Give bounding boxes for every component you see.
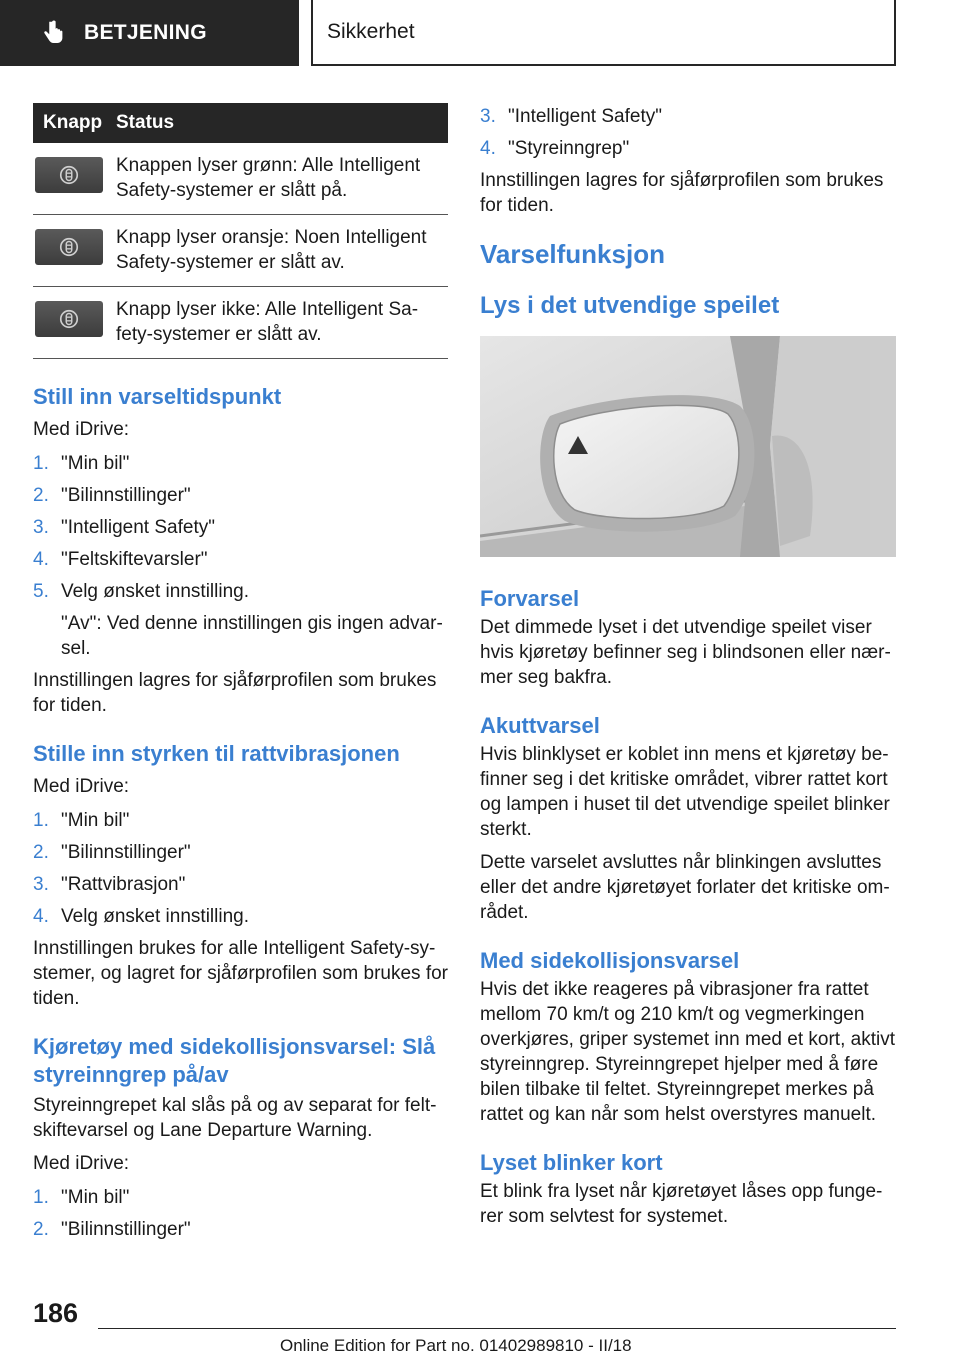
table-header xyxy=(33,103,448,143)
heading-acute-warning: Akuttvarsel xyxy=(480,713,600,738)
section-title: BETJENING xyxy=(84,21,207,44)
pre-warning-text: Det dimmede lyset i det utvendige speilet viser hvis kjøretøy befinner seg i blindsonen eller nær-mer seg bakfra. xyxy=(480,617,891,688)
steps-list-continued xyxy=(480,104,896,161)
table-cell-status: Knapp lyser ikke: Alle Intelligent Sa-fety-systemer er slått av. xyxy=(116,299,419,345)
heading-pre-warning: Forvarsel xyxy=(480,586,580,611)
intelligent-safety-icon xyxy=(58,308,80,330)
profile-note: Innstillingen lagres for sjåførprofilen som brukes for tiden. xyxy=(33,670,437,716)
intelligent-safety-button-image xyxy=(35,301,103,337)
list-item: 1. "Min bil" xyxy=(33,810,130,831)
off-setting-note: "Av": Ved denne innstillingen gis ingen advar-sel. xyxy=(61,613,443,659)
idrive-intro: Med iDrive: xyxy=(33,1153,130,1174)
heading-warning-function: Varselfunksjon xyxy=(480,239,665,269)
list-item: 2. "Bilinnstillinger" xyxy=(33,1219,191,1240)
table-row xyxy=(33,143,448,215)
left-column xyxy=(33,103,448,1249)
intelligent-safety-icon xyxy=(58,236,80,258)
list-item: 3. "Rattvibrasjon" xyxy=(33,874,186,895)
heading-set-warning-time: Still inn varseltidspunkt xyxy=(33,384,282,409)
table-row xyxy=(33,287,448,359)
header-chapter-tab xyxy=(311,0,896,66)
idrive-intro: Med iDrive: xyxy=(33,419,130,440)
acute-warning-text: Hvis blinklyset er koblet inn mens et kjøretøy be-finner seg i det kritiske området, vibrer rattet kort og lampen i huset til det utvendige speilet blinker sterkt. xyxy=(480,744,890,840)
footer-divider xyxy=(98,1328,896,1329)
list-item: 5. Velg ønsket innstilling. xyxy=(33,581,249,602)
chapter-title: Sikkerhet xyxy=(327,20,415,43)
table-header-button: Knapp xyxy=(43,112,103,133)
hand-pointer-icon xyxy=(36,16,70,50)
edition-info: Online Edition for Part no. 01402989810 - II/18 xyxy=(280,1336,632,1355)
idrive-intro: Med iDrive: xyxy=(33,776,130,797)
list-item: 1. "Min bil" xyxy=(33,1187,130,1208)
acute-warning-end-text: Dette varselet avsluttes når blinkingen avsluttes eller det andre kjøretøyet forlater det kritiske om-rådet. xyxy=(480,852,890,923)
table-cell-status: Knapp lyser oransje: Noen Intelligent Safety-systemer er slått av. xyxy=(116,227,427,273)
self-test-text: Et blink fra lyset når kjøretøyet låses opp funge-rer som selvtest for systemet. xyxy=(480,1181,883,1227)
heading-light-blinks: Lyset blinker kort xyxy=(480,1150,663,1175)
table-row xyxy=(33,215,448,287)
page-number: 186 xyxy=(33,1298,79,1328)
steps-list-warning-time xyxy=(33,451,448,604)
heading-mirror-light: Lys i det utvendige speilet xyxy=(480,292,780,319)
profile-note: Innstillingen lagres for sjåførprofilen som brukes for tiden. xyxy=(480,170,884,216)
list-item: 3. "Intelligent Safety" xyxy=(480,106,662,127)
heading-side-collision-warning: Med sidekollisjonsvarsel xyxy=(480,948,740,973)
exterior-mirror-illustration xyxy=(480,336,896,557)
intelligent-safety-icon xyxy=(58,164,80,186)
table-cell-status: Knappen lyser grønn: Alle Intelligent Safety-systemer er slått på. xyxy=(116,155,421,201)
status-table xyxy=(33,103,448,359)
heading-steering-vibration: Stille inn styrken til rattvibrasjonen xyxy=(33,741,400,766)
list-item: 4. Velg ønsket innstilling. xyxy=(33,906,249,927)
list-item: 3. "Intelligent Safety" xyxy=(33,517,215,538)
list-item: 4. "Styreinngrep" xyxy=(480,138,630,159)
heading-side-collision: Kjøretøy med sidekollisjonsvarsel: Slå styreinngrep på/av xyxy=(33,1034,436,1087)
table-header-status: Status xyxy=(116,112,175,133)
header-section-tab xyxy=(0,0,299,66)
steps-list-side-collision xyxy=(33,1185,448,1242)
vibration-profile-note: Innstillingen brukes for alle Intelligent Safety-sy-stemer, og lagret for sjåførprofilen som brukes for tiden. xyxy=(33,938,448,1009)
steering-intervention-text: Styreinngrepet kal slås på og av separat for felt-skiftevarsel og Lane Departure Warning. xyxy=(33,1095,437,1141)
list-item: 2. "Bilinnstillinger" xyxy=(33,842,191,863)
list-item: 1. "Min bil" xyxy=(33,453,130,474)
intelligent-safety-button-image xyxy=(35,229,103,265)
right-column xyxy=(480,100,896,1229)
intelligent-safety-button-image xyxy=(35,157,103,193)
side-collision-text: Hvis det ikke reageres på vibrasjoner fra rattet mellom 70 km/t og 210 km/t og vegmerkingen overkjøres, griper systemet inn med et kort, aktivt styreinngrep. Styreinngrepet hjelper med å føre bilen tilbake til feltet. Styreinngrepet merkes på rattet og kan når som helst overstyres manuelt. xyxy=(480,979,895,1125)
list-item: 2. "Bilinnstillinger" xyxy=(33,485,191,506)
steps-list-vibration xyxy=(33,808,448,929)
list-item: 4. "Feltskiftevarsler" xyxy=(33,549,208,570)
